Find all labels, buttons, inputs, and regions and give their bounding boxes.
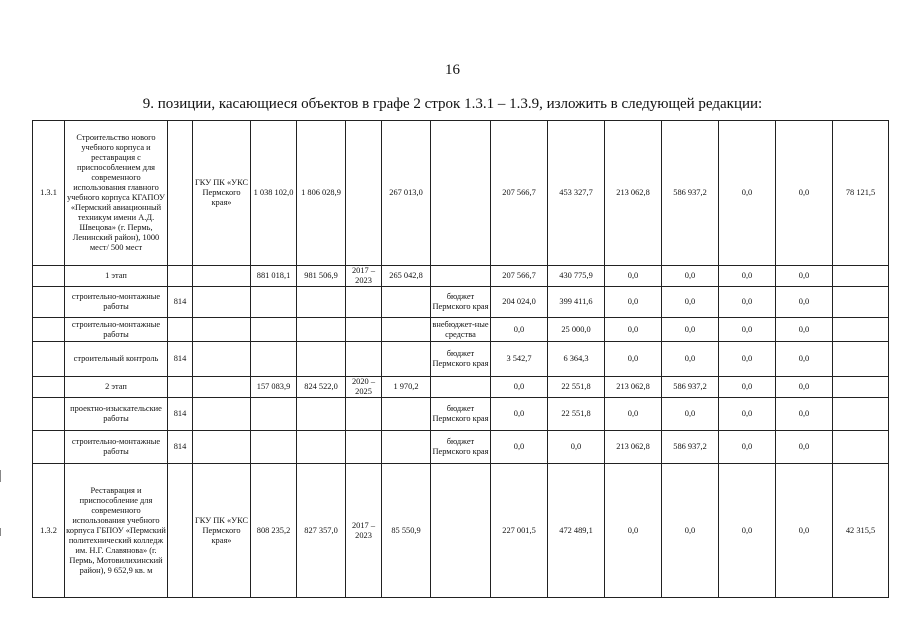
period	[346, 431, 382, 464]
year-value: 0,0	[491, 377, 548, 398]
cost: 157 083,9	[251, 377, 297, 398]
row-number	[33, 342, 65, 377]
year-value: 0,0	[776, 431, 833, 464]
object-name: 2 этап	[65, 377, 168, 398]
row-number	[33, 287, 65, 318]
estimate	[297, 342, 346, 377]
budget-code	[168, 121, 193, 266]
year-value: 0,0	[719, 342, 776, 377]
objects-table	[32, 120, 889, 598]
year-value: 213 062,8	[605, 431, 662, 464]
spent	[382, 287, 431, 318]
object-name: строительно-монтажные работы	[65, 431, 168, 464]
year-value: 207 566,7	[491, 121, 548, 266]
object-name: строительный контроль	[65, 342, 168, 377]
year-value: 586 937,2	[662, 377, 719, 398]
customer: ГКУ ПК «УКС Пермского края»	[193, 121, 251, 266]
section-heading: 9. позиции, касающиеся объектов в графе 2 строк 1.3.1 – 1.3.9, изложить в следующей редакции:	[142, 96, 763, 112]
funding-source: бюджет Пермского края	[431, 431, 491, 464]
funding-source	[431, 266, 491, 287]
year-value: 0,0	[662, 318, 719, 342]
budget-code	[168, 318, 193, 342]
year-value: 227 001,5	[491, 464, 548, 598]
year-value: 25 000,0	[548, 318, 605, 342]
year-value: 0,0	[719, 266, 776, 287]
year-value: 0,0	[719, 121, 776, 266]
table-row	[33, 287, 889, 318]
table-row	[33, 398, 889, 431]
period: 2017 – 2023	[346, 266, 382, 287]
customer	[193, 342, 251, 377]
spent	[382, 398, 431, 431]
year-value	[833, 342, 889, 377]
row-number	[33, 377, 65, 398]
year-value	[833, 287, 889, 318]
object-name: строительно-монтажные работы	[65, 287, 168, 318]
budget-code: 814	[168, 431, 193, 464]
object-name: Строительство нового учебного корпуса и реставрация с приспособлением для современного использования главного учебного корпуса КГАПОУ «Пермский авиационный техникум имени А.Д. Швецова» (г. Пермь, Ленинский район), 1000 мест/ 500 мест	[65, 121, 168, 266]
year-value: 0,0	[719, 377, 776, 398]
spent: 265 042,8	[382, 266, 431, 287]
year-value: 0,0	[491, 398, 548, 431]
row-number: 1.3.1	[33, 121, 65, 266]
funding-source: бюджет Пермского края	[431, 398, 491, 431]
table-row	[33, 121, 889, 266]
year-value: 0,0	[491, 431, 548, 464]
year-value: 22 551,8	[548, 398, 605, 431]
funding-source: бюджет Пермского края	[431, 342, 491, 377]
cost	[251, 431, 297, 464]
budget-code	[168, 377, 193, 398]
customer: ГКУ ПК «УКС Пермского края»	[193, 464, 251, 598]
year-value: 207 566,7	[491, 266, 548, 287]
object-name: проектно-изыскательские работы	[65, 398, 168, 431]
period: 2020 – 2025	[346, 377, 382, 398]
year-value: 453 327,7	[548, 121, 605, 266]
year-value: 472 489,1	[548, 464, 605, 598]
year-value: 0,0	[776, 121, 833, 266]
estimate: 981 506,9	[297, 266, 346, 287]
year-value: 0,0	[776, 464, 833, 598]
budget-code	[168, 266, 193, 287]
year-value: 78 121,5	[833, 121, 889, 266]
row-number	[33, 431, 65, 464]
funding-source: бюджет Пермского края	[431, 287, 491, 318]
year-value: 0,0	[605, 287, 662, 318]
year-value: 586 937,2	[662, 431, 719, 464]
scan-margin-mark	[0, 470, 1, 482]
spent: 267 013,0	[382, 121, 431, 266]
table-row	[33, 431, 889, 464]
year-value: 0,0	[662, 287, 719, 318]
row-number	[33, 398, 65, 431]
year-value: 22 551,8	[548, 377, 605, 398]
year-value: 0,0	[776, 318, 833, 342]
period	[346, 342, 382, 377]
scan-margin-mark	[0, 528, 1, 536]
year-value: 0,0	[662, 266, 719, 287]
spent: 85 550,9	[382, 464, 431, 598]
period: 2017 – 2023	[346, 464, 382, 598]
budget-code	[168, 464, 193, 598]
cost	[251, 287, 297, 318]
year-value: 204 024,0	[491, 287, 548, 318]
year-value: 0,0	[719, 318, 776, 342]
table-row	[33, 377, 889, 398]
year-value	[833, 266, 889, 287]
table-row	[33, 464, 889, 598]
year-value: 213 062,8	[605, 377, 662, 398]
funding-source	[431, 464, 491, 598]
year-value	[833, 318, 889, 342]
period	[346, 318, 382, 342]
year-value: 0,0	[605, 266, 662, 287]
funding-source	[431, 377, 491, 398]
year-value	[833, 377, 889, 398]
row-number	[33, 266, 65, 287]
customer	[193, 287, 251, 318]
table-row	[33, 342, 889, 377]
table-row	[33, 318, 889, 342]
year-value: 0,0	[719, 398, 776, 431]
year-value: 430 775,9	[548, 266, 605, 287]
cost: 881 018,1	[251, 266, 297, 287]
year-value: 0,0	[776, 398, 833, 431]
year-value: 0,0	[605, 464, 662, 598]
spent	[382, 342, 431, 377]
row-number: 1.3.2	[33, 464, 65, 598]
year-value: 399 411,6	[548, 287, 605, 318]
cost	[251, 398, 297, 431]
period	[346, 287, 382, 318]
year-value: 0,0	[662, 398, 719, 431]
cost: 808 235,2	[251, 464, 297, 598]
page-number: 16	[445, 62, 460, 78]
spent	[382, 318, 431, 342]
estimate: 827 357,0	[297, 464, 346, 598]
year-value: 42 315,5	[833, 464, 889, 598]
estimate	[297, 318, 346, 342]
year-value: 0,0	[548, 431, 605, 464]
year-value: 0,0	[776, 377, 833, 398]
period	[346, 121, 382, 266]
estimate: 824 522,0	[297, 377, 346, 398]
row-number	[33, 318, 65, 342]
year-value: 0,0	[491, 318, 548, 342]
object-name: Реставрация и приспособление для современного использования учебного корпуса ГБПОУ «Пермский политехнический колледж им. Н.Г. Славянова» (г. Пермь, Мотовилихинский район), 9 652,9 кв. м	[65, 464, 168, 598]
year-value: 0,0	[776, 287, 833, 318]
spent	[382, 431, 431, 464]
cost	[251, 318, 297, 342]
estimate: 1 806 028,9	[297, 121, 346, 266]
year-value: 0,0	[719, 431, 776, 464]
year-value	[833, 431, 889, 464]
year-value: 586 937,2	[662, 121, 719, 266]
funding-source	[431, 121, 491, 266]
year-value: 213 062,8	[605, 121, 662, 266]
period	[346, 398, 382, 431]
year-value: 0,0	[605, 342, 662, 377]
customer	[193, 318, 251, 342]
year-value: 0,0	[605, 318, 662, 342]
year-value: 0,0	[719, 287, 776, 318]
budget-code: 814	[168, 342, 193, 377]
year-value: 0,0	[662, 342, 719, 377]
spent: 1 970,2	[382, 377, 431, 398]
year-value: 0,0	[605, 398, 662, 431]
year-value: 0,0	[662, 464, 719, 598]
year-value: 0,0	[776, 266, 833, 287]
year-value: 6 364,3	[548, 342, 605, 377]
customer	[193, 377, 251, 398]
customer	[193, 398, 251, 431]
budget-code: 814	[168, 287, 193, 318]
customer	[193, 431, 251, 464]
estimate	[297, 431, 346, 464]
budget-code: 814	[168, 398, 193, 431]
year-value: 0,0	[776, 342, 833, 377]
cost: 1 038 102,0	[251, 121, 297, 266]
year-value: 3 542,7	[491, 342, 548, 377]
estimate	[297, 287, 346, 318]
cost	[251, 342, 297, 377]
funding-source: внебюджет-ные средства	[431, 318, 491, 342]
object-name: 1 этап	[65, 266, 168, 287]
year-value: 0,0	[719, 464, 776, 598]
year-value	[833, 398, 889, 431]
customer	[193, 266, 251, 287]
object-name: строительно-монтажные работы	[65, 318, 168, 342]
table-row	[33, 266, 889, 287]
estimate	[297, 398, 346, 431]
